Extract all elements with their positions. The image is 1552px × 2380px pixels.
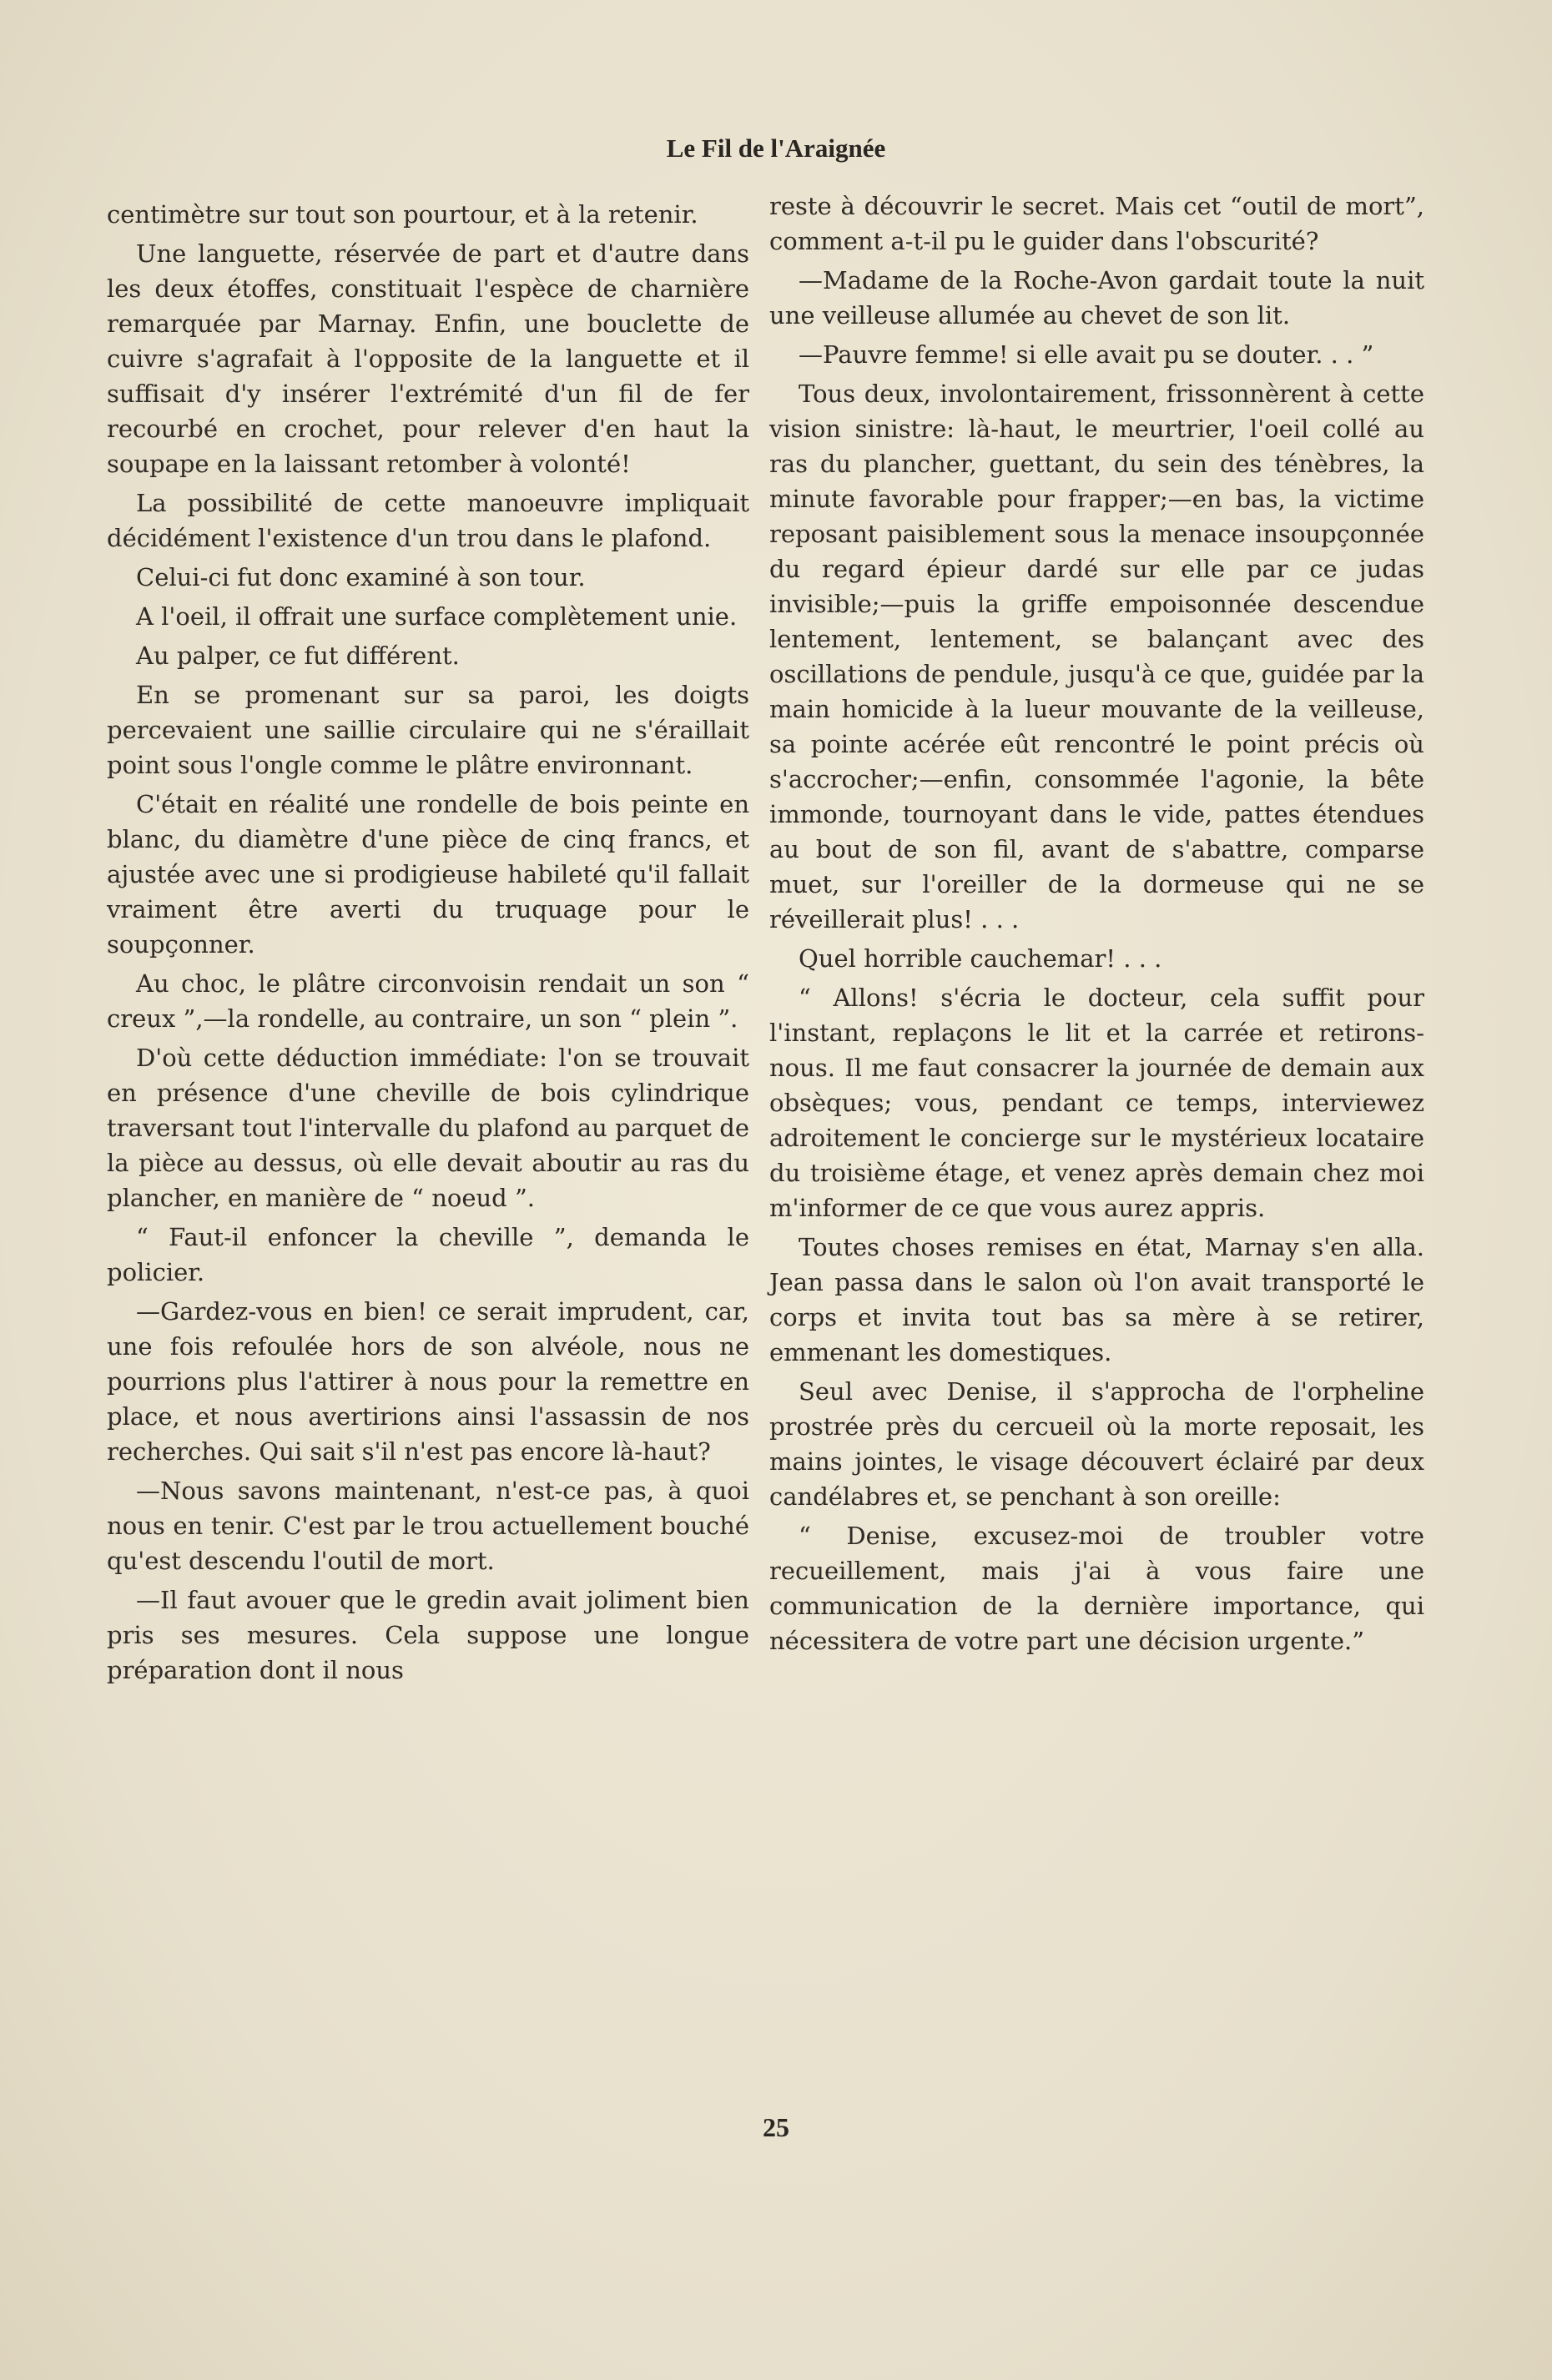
paragraph: “ Faut-il enfoncer la cheville ”, demanda le policier.	[107, 1223, 749, 1286]
paragraph: Une languette, réservée de part et d'autre dans les deux étoffes, constituait l'espèce de charnière remarquée par Marnay. Enfin, une bouclette de cuivre s'agrafait à l'opposite de la languette et il suffisait d'y insérer l'extrémité d'un fil de fer recourbé en crochet, pour relever d'en haut la soupape en la laissant retomber à volonté!	[107, 239, 749, 478]
paragraph: La possibilité de cette manoeuvre impliquait décidément l'existence d'un trou dans le plafond.	[107, 489, 749, 552]
paragraph: Au choc, le plâtre circonvoisin rendait un son “ creux ”,—la rondelle, au contraire, un son “ plein ”.	[107, 969, 749, 1033]
paragraph: Tous deux, involontairement, frissonnèrent à cette vision sinistre: là-haut, le meurtrier, l'oeil collé au ras du plancher, guettant, du sein des ténèbres, la minute favorable pour frapper;—en bas, la victime reposant paisiblement sous la menace insoupçonnée du regard épieur dardé sur elle par ce judas invisible;—puis la griffe empoisonnée descendue lentement, lentement, se balançant avec des oscillations de pendule, jusqu'à ce que, guidée par la main homicide à la lueur mouvante de la veilleuse, sa pointe acérée eût rencontré le point précis où s'accrocher;—enfin, consommée l'agonie, la bête immonde, tournoyant dans le vide, pattes étendues au bout de son fil, avant de s'abattre, comparse muet, sur l'oreiller de la dormeuse qui ne se réveillerait plus! . . .	[769, 380, 1424, 933]
paragraph: —Il faut avouer que le gredin avait joliment bien pris ses mesures. Cela suppose une longue préparation dont il nous	[107, 1586, 749, 1684]
paragraph: En se promenant sur sa paroi, les doigts percevaient une saillie circulaire qui ne s'éraillait point sous l'ongle comme le plâtre environnant.	[107, 681, 749, 779]
paragraph: “ Denise, excusez-moi de troubler votre recueillement, mais j'ai à vous faire une communication de la dernière importance, qui nécessitera de votre part une décision urgente.”	[769, 1522, 1424, 1655]
paragraph: C'était en réalité une rondelle de bois peinte en blanc, du diamètre d'une pièce de cinq francs, et ajustée avec une si prodigieuse habileté qu'il fallait vraiment être averti du truquage pour le soupçonner.	[107, 790, 749, 959]
paragraph: “ Allons! s'écria le docteur, cela suffit pour l'instant, replaçons le lit et la carrée et retirons-nous. Il me faut consacrer la journée de demain aux obsèques; vous, pendant ce temps, interviewez adroitement le concierge sur le mystérieux locataire du troisième étage, et venez après demain chez moi m'informer de ce que vous aurez appris.	[769, 984, 1424, 1222]
paragraph: centimètre sur tout son pourtour, et à la retenir.	[107, 200, 698, 229]
paragraph: Celui-ci fut donc examiné à son tour.	[136, 563, 586, 591]
left-column	[107, 197, 749, 1692]
paragraph: —Madame de la Roche-Avon gardait toute la nuit une veilleuse allumée au chevet de son lit.	[769, 266, 1424, 330]
paragraph: Toutes choses remises en état, Marnay s'en alla. Jean passa dans le salon où l'on avait transporté le corps et invita tout bas sa mère à se retirer, emmenant les domestiques.	[769, 1233, 1424, 1366]
paragraph: —Nous savons maintenant, n'est-ce pas, à quoi nous en tenir. C'est par le trou actuellement bouché qu'est descendu l'outil de mort.	[107, 1477, 749, 1575]
paragraph: D'où cette déduction immédiate: l'on se trouvait en présence d'une cheville de bois cylindrique traversant tout l'intervalle du plafond au parquet de la pièce au dessus, où elle devait aboutir au ras du plancher, en manière de “ noeud ”.	[107, 1044, 749, 1212]
paragraph: —Gardez-vous en bien! ce serait imprudent, car, une fois refoulée hors de son alvéole, nous ne pourrions plus l'attirer à nous pour la remettre en place, et nous avertirions ainsi l'assassin de nos recherches. Qui sait s'il n'est pas encore là-haut?	[107, 1297, 749, 1466]
paragraph: —Pauvre femme! si elle avait pu se douter. . . ”	[799, 340, 1374, 369]
paragraph: A l'oeil, il offrait une surface complètement unie.	[136, 602, 738, 631]
page-number: 25	[763, 2112, 789, 2142]
running-header: Le Fil de l'Araignée	[666, 133, 886, 163]
paragraph: Quel horrible cauchemar! . . .	[799, 944, 1162, 973]
paragraph: reste à découvrir le secret. Mais cet “outil de mort”, comment a-t-il pu le guider dans l'obscurité?	[769, 192, 1424, 255]
paragraph: Seul avec Denise, il s'approcha de l'orpheline prostrée près du cercueil où la morte reposait, les mains jointes, le visage découvert éclairé par deux candélabres et, se penchant à son oreille:	[769, 1377, 1424, 1511]
right-column	[769, 189, 1424, 1663]
paragraph: Au palper, ce fut différent.	[136, 642, 460, 670]
